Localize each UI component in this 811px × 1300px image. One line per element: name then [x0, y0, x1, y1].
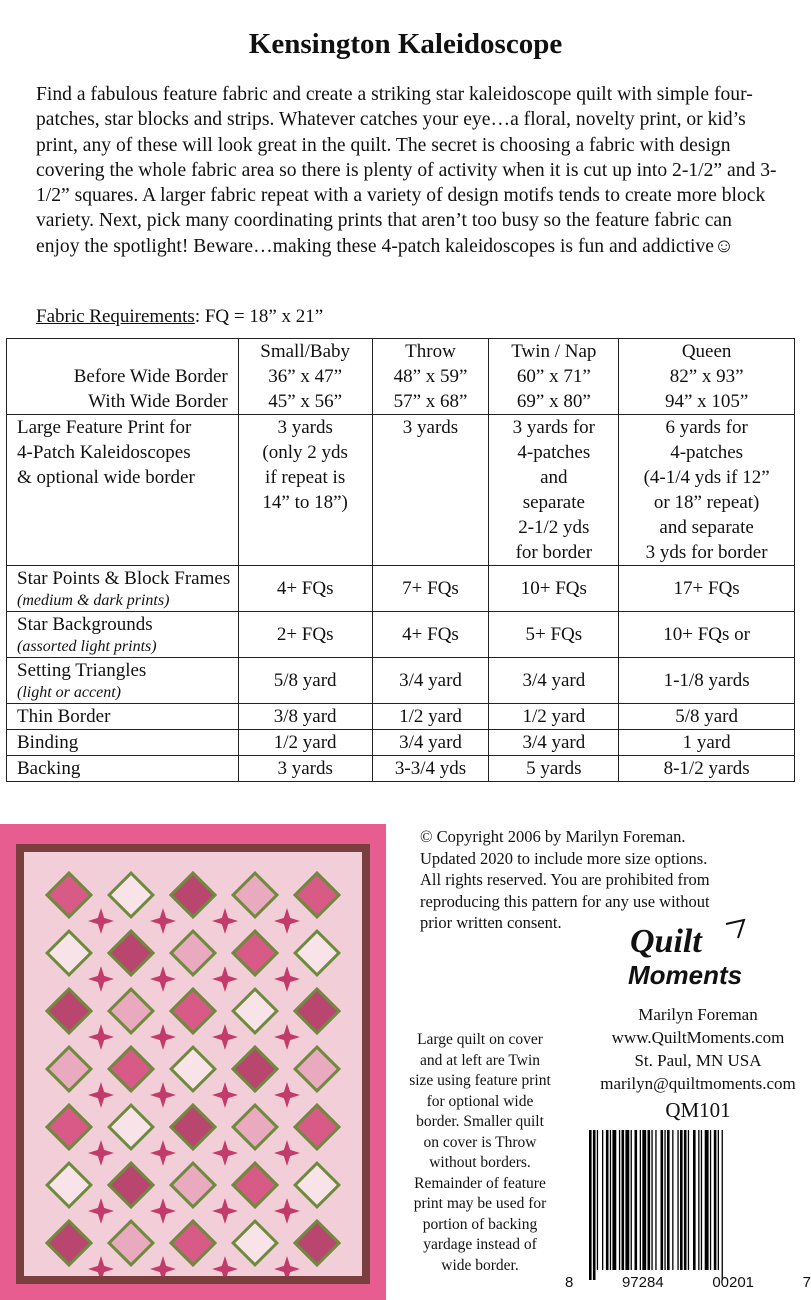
- cell: 5 yards: [489, 756, 619, 782]
- quilt-block: [45, 1219, 93, 1267]
- quilt-block: [107, 871, 155, 919]
- quilt-center-field: [24, 852, 362, 1276]
- barcode-bar: [672, 1130, 673, 1270]
- quilt-star: [150, 1198, 176, 1224]
- cell: 4+ FQs: [238, 566, 372, 612]
- quilt-star: [88, 1198, 114, 1224]
- cell: 1 yard: [619, 730, 795, 756]
- barcode-bar: [593, 1130, 596, 1280]
- quilt-block: [231, 1045, 279, 1093]
- quilt-block: [45, 987, 93, 1035]
- quilt-block: [231, 1161, 279, 1209]
- quilt-block: [169, 1103, 217, 1151]
- quilt-block: [45, 1161, 93, 1209]
- logo-line2: Moments: [628, 960, 743, 990]
- barcode-bar: [648, 1130, 651, 1270]
- fabric-requirements-heading: [36, 306, 323, 328]
- quilt-star: [88, 908, 114, 934]
- barcode-bar: [642, 1130, 646, 1270]
- quilt-star: [212, 1256, 238, 1276]
- requirements-note: : FQ = 18” x 21”: [194, 306, 324, 327]
- cell: 1/2 yard: [489, 704, 619, 730]
- cell: 10+ FQs: [489, 566, 619, 612]
- quilt-star: [274, 966, 300, 992]
- quilt-star: [150, 1256, 176, 1276]
- cell: 3/4 yard: [489, 730, 619, 756]
- barcode-bar: [680, 1130, 683, 1270]
- quilt-block: [107, 1219, 155, 1267]
- barcode-digits: 8 97284 00201 7: [565, 1274, 811, 1291]
- barcode-bar: [631, 1130, 632, 1270]
- barcode-bar: [718, 1130, 719, 1270]
- quilt-block: [107, 987, 155, 1035]
- quilt-block: [231, 871, 279, 919]
- barcode-bar: [667, 1130, 670, 1270]
- table-row: [7, 658, 795, 704]
- barcode: [585, 1130, 811, 1280]
- page-title: Kensington Kaleidoscope: [248, 28, 563, 60]
- barcode-bar: [693, 1130, 696, 1270]
- barcode-bar: [722, 1130, 723, 1280]
- barcode-bar: [635, 1130, 638, 1270]
- cell: 3/4 yard: [372, 730, 489, 756]
- quilt-caption: Large quilt on cover and at left are Twin size using feature print for optional wide border. Smaller quilt on cover is Throw without borders. Remainder of feature print may be used for portion of backing yardage instead of wide border.: [409, 1031, 551, 1274]
- cell: 8-1/2 yards: [619, 756, 795, 782]
- quilt-block: [107, 1045, 155, 1093]
- barcode-bar: [655, 1130, 656, 1270]
- quilt-block: [293, 1103, 341, 1151]
- quilt-block: [45, 871, 93, 919]
- feature-print-row: [7, 415, 795, 566]
- feature-label: Large Feature Print for 4-Patch Kaleidoscopes & optional wide border: [7, 415, 239, 566]
- barcode-bar: [714, 1130, 717, 1270]
- row-label: Thin Border: [7, 704, 239, 730]
- feature-throw: 3 yards: [372, 415, 489, 566]
- cell: 5/8 yard: [238, 658, 372, 704]
- quilt-block: [107, 1161, 155, 1209]
- cell: 3-3/4 yds: [372, 756, 489, 782]
- row-label: Star Backgrounds (assorted light prints): [7, 612, 239, 658]
- cell: 1-1/8 yards: [619, 658, 795, 704]
- cell: 3/8 yard: [238, 704, 372, 730]
- size-header-row: [7, 339, 795, 415]
- quilt-block: [293, 929, 341, 977]
- quilt-block: [169, 1219, 217, 1267]
- quilt-block: [293, 871, 341, 919]
- quilt-star: [212, 908, 238, 934]
- feature-twin: 3 yards for 4-patches and separate 2-1/2 yds for border: [489, 415, 619, 566]
- quilt-star: [150, 1140, 176, 1166]
- copyright-notice: © Copyright 2006 by Marilyn Foreman. Updated 2020 to include more size options. All rights reserved. You are prohibited from reproducing this pattern for any use without prior written consent.: [420, 827, 710, 932]
- barcode-bar: [684, 1130, 687, 1270]
- quilt-star: [88, 1024, 114, 1050]
- barcode-bar: [640, 1130, 641, 1270]
- cell: 5+ FQs: [489, 612, 619, 658]
- quilt-thin-border: [16, 844, 370, 1284]
- quilt-block: [169, 987, 217, 1035]
- size-col-small: Small/Baby 36” x 47” 45” x 56”: [238, 339, 372, 415]
- fabric-requirements-table: [6, 338, 795, 782]
- quilt-block: [231, 1103, 279, 1151]
- barcode-bar: [589, 1130, 592, 1280]
- quilt-block: [231, 1219, 279, 1267]
- quilt-block: [169, 871, 217, 919]
- barcode-bar: [661, 1130, 664, 1270]
- logo-line1: Quilt: [630, 923, 702, 960]
- cell: 3 yards: [238, 756, 372, 782]
- cell: 5/8 yard: [619, 704, 795, 730]
- quilt-star: [150, 1024, 176, 1050]
- contact-info: Marilyn Foreman www.QuiltMoments.com St. Paul, MN USA marilyn@quiltmoments.com: [600, 1005, 796, 1093]
- quilt-star: [212, 1082, 238, 1108]
- barcode-bar: [625, 1130, 629, 1270]
- table-row: [7, 612, 795, 658]
- barcode-bar: [606, 1130, 609, 1270]
- quilt-photo: [0, 824, 386, 1300]
- quilt-star: [150, 966, 176, 992]
- quilt-block: [107, 929, 155, 977]
- cell: 3/4 yard: [489, 658, 619, 704]
- barcode-bar: [710, 1130, 711, 1270]
- row-label: Setting Triangles (light or accent): [7, 658, 239, 704]
- quilt-block: [107, 1103, 155, 1151]
- row-label: Backing: [7, 756, 239, 782]
- barcode-bar: [619, 1130, 620, 1270]
- cell: 1/2 yard: [372, 704, 489, 730]
- barcode-bar: [622, 1130, 625, 1270]
- quilt-moments-logo: [626, 918, 766, 992]
- quilt-star: [150, 908, 176, 934]
- quilt-block: [231, 987, 279, 1035]
- size-col-twin: Twin / Nap 60” x 71” 69” x 80”: [489, 339, 619, 415]
- quilt-star: [150, 1082, 176, 1108]
- quilt-star: [88, 1256, 114, 1276]
- table-row: [7, 756, 795, 782]
- quilt-block: [293, 1045, 341, 1093]
- quilt-block: [231, 929, 279, 977]
- quilt-star: [88, 1140, 114, 1166]
- feature-queen: 6 yards for 4-patches (4-1/4 yds if 12” or 18” repeat) and separate 3 yds for border: [619, 415, 795, 566]
- barcode-bar: [602, 1130, 603, 1270]
- quilt-star: [274, 908, 300, 934]
- quilt-star: [88, 966, 114, 992]
- size-col-throw: Throw 48” x 59” 57” x 68”: [372, 339, 489, 415]
- quilt-star: [212, 1198, 238, 1224]
- barcode-bar: [610, 1130, 611, 1270]
- row-label: Star Points & Block Frames (medium & dark prints): [7, 566, 239, 612]
- barcode-bar: [677, 1130, 678, 1270]
- barcode-bar: [688, 1130, 689, 1270]
- cell: 4+ FQs: [372, 612, 489, 658]
- quilt-star: [274, 1082, 300, 1108]
- quilt-block: [169, 1045, 217, 1093]
- barcode-bar: [612, 1130, 616, 1270]
- intro-paragraph: Find a fabulous feature fabric and create a striking star kaleidoscope quilt with simple four-patches, star blocks and strips. Whatever catches your eye…a floral, novelty print, or kid’s print, any of these will look great in the quilt. The secret is choosing a fabric with design covering the whole fabric area so there is plenty of activity when it is cut up into 2-1/2” and 3-1/2” squares. A larger fabric repeat with a variety of design motifs tends to create more block variety. Next, pick many coordinating prints that aren’t too busy so the feature fabric can enjoy the spotlight! Beware…making these 4-patch kaleidoscopes is fun and addictive☺: [36, 84, 777, 257]
- quilt-star: [212, 966, 238, 992]
- cell: 1/2 yard: [238, 730, 372, 756]
- barcode-bar: [701, 1130, 702, 1270]
- barcode-bar: [651, 1130, 652, 1270]
- quilt-block: [293, 1161, 341, 1209]
- cell: 10+ FQs or: [619, 612, 795, 658]
- requirements-label: Fabric Requirements: [36, 306, 195, 327]
- quilt-block: [45, 1045, 93, 1093]
- quilt-star: [274, 1140, 300, 1166]
- quilt-star: [274, 1256, 300, 1276]
- barcode-bar: [698, 1130, 699, 1270]
- feature-small: 3 yards (only 2 yds if repeat is 14” to 18”): [238, 415, 372, 566]
- table-row: [7, 730, 795, 756]
- quilt-star: [274, 1024, 300, 1050]
- barcode-bar: [664, 1130, 665, 1270]
- barcode-bar: [597, 1130, 598, 1270]
- quilt-block: [45, 1103, 93, 1151]
- size-row-labels: Before Wide Border With Wide Border: [7, 339, 239, 415]
- quilt-star: [212, 1140, 238, 1166]
- quilt-star: [88, 1082, 114, 1108]
- cell: 3/4 yard: [372, 658, 489, 704]
- quilt-block: [45, 929, 93, 977]
- cell: 17+ FQs: [619, 566, 795, 612]
- cell: 2+ FQs: [238, 612, 372, 658]
- table-row: [7, 566, 795, 612]
- pattern-code: QM101: [665, 1098, 731, 1122]
- size-col-queen: Queen 82” x 93” 94” x 105”: [619, 339, 795, 415]
- quilt-star: [274, 1198, 300, 1224]
- barcode-bar: [705, 1130, 709, 1270]
- cell: 7+ FQs: [372, 566, 489, 612]
- quilt-block: [293, 1219, 341, 1267]
- quilt-star: [212, 1024, 238, 1050]
- quilt-block: [169, 1161, 217, 1209]
- row-label: Binding: [7, 730, 239, 756]
- quilt-block: [169, 929, 217, 977]
- table-row: [7, 704, 795, 730]
- quilt-block: [293, 987, 341, 1035]
